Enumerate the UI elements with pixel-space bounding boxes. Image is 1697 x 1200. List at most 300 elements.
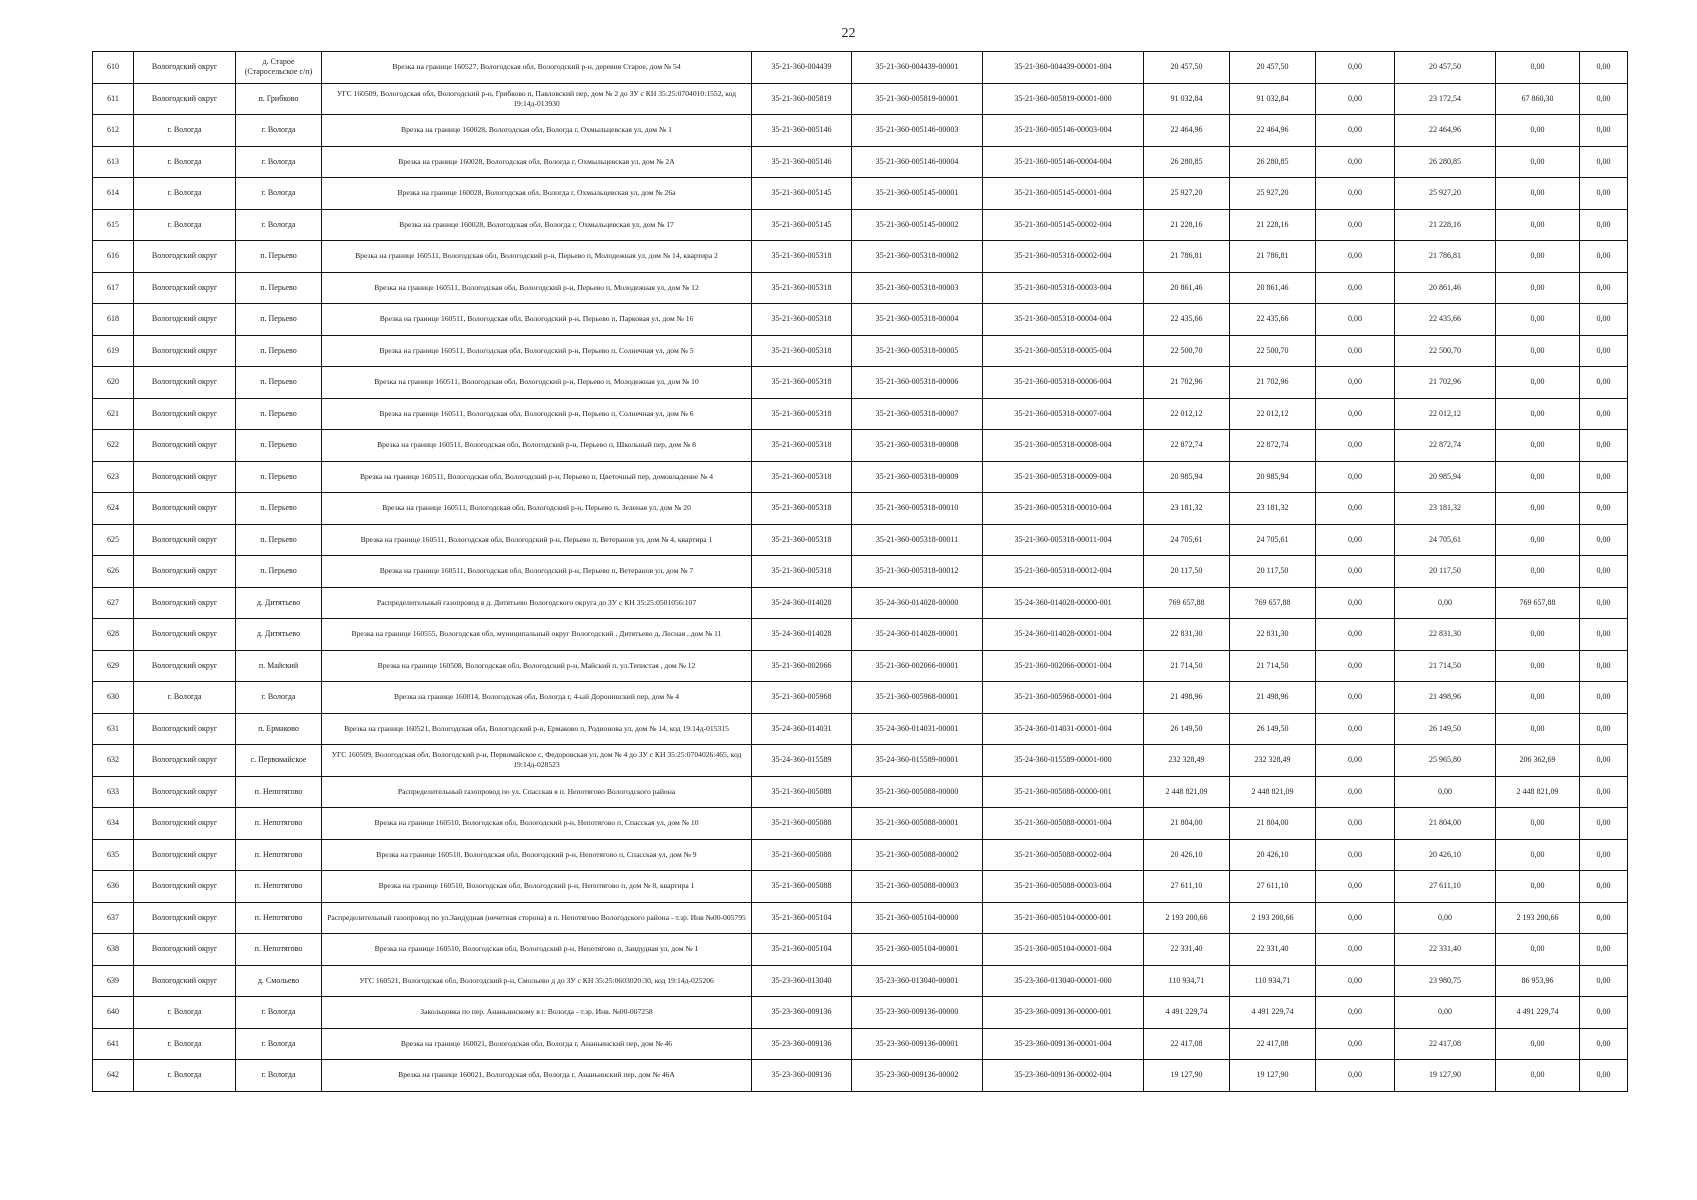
cell-object-code: 35-21-360-005318: [752, 461, 852, 493]
cell-district: Вологодский округ: [134, 335, 236, 367]
cell-value-total: 20 457,50: [1144, 52, 1230, 84]
cell-object-description: Врезка на границе 160021, Вологодская обл, Вологда г, Ананьинский пер, дом № 46А: [322, 1060, 752, 1092]
cell-value-network: 0,00: [1496, 524, 1580, 556]
cell-value-zero: 0,00: [1316, 556, 1395, 588]
cell-row-number: 620: [93, 367, 134, 399]
cell-value-total: 27 611,10: [1144, 871, 1230, 903]
cell-full-code: 35-24-360-014031-00001-004: [983, 713, 1144, 745]
cell-object-code: 35-21-360-005145: [752, 209, 852, 241]
table-row: [93, 493, 1628, 525]
cell-row-number: 615: [93, 209, 134, 241]
cell-subobject-code: 35-24-360-014028-00001: [852, 619, 983, 651]
cell-value-zero: 0,00: [1316, 871, 1395, 903]
cell-subobject-code: 35-21-360-005145-00001: [852, 178, 983, 210]
cell-value-extra: 0,00: [1580, 965, 1628, 997]
cell-locality: г. Вологда: [236, 209, 322, 241]
cell-value-total: 21 498,96: [1144, 682, 1230, 714]
cell-row-number: 616: [93, 241, 134, 273]
cell-value-total-2: 26 149,50: [1230, 713, 1316, 745]
cell-locality: п. Непотягово: [236, 902, 322, 934]
cell-value-zero: 0,00: [1316, 1060, 1395, 1092]
cell-value-connection: 21 714,50: [1395, 650, 1496, 682]
cell-district: г. Вологда: [134, 1028, 236, 1060]
cell-value-network: 0,00: [1496, 871, 1580, 903]
cell-value-extra: 0,00: [1580, 304, 1628, 336]
cell-row-number: 627: [93, 587, 134, 619]
cell-value-extra: 0,00: [1580, 430, 1628, 462]
cell-object-code: 35-23-360-009136: [752, 997, 852, 1029]
table-row: [93, 934, 1628, 966]
cell-value-network: 0,00: [1496, 241, 1580, 273]
table-row: [93, 776, 1628, 808]
cell-value-total-2: 21 786,81: [1230, 241, 1316, 273]
cell-full-code: 35-21-360-005318-00008-004: [983, 430, 1144, 462]
cell-value-total-2: 769 657,88: [1230, 587, 1316, 619]
cell-row-number: 629: [93, 650, 134, 682]
cell-row-number: 624: [93, 493, 134, 525]
table-row: [93, 1060, 1628, 1092]
cell-locality: п. Перьево: [236, 556, 322, 588]
cell-value-total: 769 657,88: [1144, 587, 1230, 619]
cell-subobject-code: 35-23-360-009136-00001: [852, 1028, 983, 1060]
cell-locality: п. Перьево: [236, 398, 322, 430]
cell-value-total: 25 927,20: [1144, 178, 1230, 210]
table-row: [93, 871, 1628, 903]
cell-object-description: Врезка на границе 160511, Вологодская обл, Вологодский р-н, Перьево п, Парковая ул, дом № 16: [322, 304, 752, 336]
cell-object-code: 35-21-360-005968: [752, 682, 852, 714]
table-row: [93, 745, 1628, 777]
cell-value-total-2: 22 872,74: [1230, 430, 1316, 462]
cell-object-code: 35-21-360-005146: [752, 115, 852, 147]
cell-object-description: УГС 160509, Вологодская обл, Вологодский р-н, Грибково п, Павловский пер, дом № 2 до ЗУ с КН 35:25:0704010:1552, код 19:14д-013930: [322, 83, 752, 115]
cell-value-total-2: 2 448 821,09: [1230, 776, 1316, 808]
cell-object-code: 35-21-360-005088: [752, 871, 852, 903]
cell-value-network: 0,00: [1496, 650, 1580, 682]
cell-value-total-2: 27 611,10: [1230, 871, 1316, 903]
cell-value-connection: 22 012,12: [1395, 398, 1496, 430]
cell-value-extra: 0,00: [1580, 1060, 1628, 1092]
cell-value-network: 4 491 229,74: [1496, 997, 1580, 1029]
cell-value-total-2: 21 702,96: [1230, 367, 1316, 399]
cell-row-number: 636: [93, 871, 134, 903]
cell-value-total-2: 110 934,71: [1230, 965, 1316, 997]
cell-value-zero: 0,00: [1316, 461, 1395, 493]
cell-row-number: 632: [93, 745, 134, 777]
cell-district: Вологодский округ: [134, 587, 236, 619]
cell-value-total-2: 20 457,50: [1230, 52, 1316, 84]
cell-value-extra: 0,00: [1580, 241, 1628, 273]
table-row: [93, 587, 1628, 619]
cell-full-code: 35-21-360-005146-00004-004: [983, 146, 1144, 178]
cell-object-description: Врезка на границе 160511, Вологодская обл, Вологодский р-н, Перьево п, Зеленая ул, дом № 20: [322, 493, 752, 525]
cell-value-total-2: 22 417,08: [1230, 1028, 1316, 1060]
cell-value-total-2: 23 181,32: [1230, 493, 1316, 525]
cell-value-total: 20 985,94: [1144, 461, 1230, 493]
table-row: [93, 619, 1628, 651]
cell-full-code: 35-21-360-005318-00010-004: [983, 493, 1144, 525]
cell-subobject-code: 35-21-360-005088-00000: [852, 776, 983, 808]
cell-value-total-2: 25 927,20: [1230, 178, 1316, 210]
table-row: [93, 146, 1628, 178]
cell-value-zero: 0,00: [1316, 146, 1395, 178]
cell-object-description: УГС 160521, Вологодская обл, Вологодский р-н, Смольево д до ЗУ с КН 35:25:0603020:30, код 19:14д-025206: [322, 965, 752, 997]
cell-value-extra: 0,00: [1580, 682, 1628, 714]
cell-full-code: 35-21-360-005318-00005-004: [983, 335, 1144, 367]
cell-value-zero: 0,00: [1316, 83, 1395, 115]
cell-district: Вологодский округ: [134, 556, 236, 588]
cell-object-code: 35-21-360-004439: [752, 52, 852, 84]
cell-value-total: 110 934,71: [1144, 965, 1230, 997]
cell-locality: г. Вологда: [236, 146, 322, 178]
cell-object-description: Врезка на границе 160510, Вологодская обл, Вологодский р-н, Непотягово п, дом № 8, квартира 1: [322, 871, 752, 903]
cell-row-number: 621: [93, 398, 134, 430]
cell-district: Вологодский округ: [134, 461, 236, 493]
cell-value-zero: 0,00: [1316, 241, 1395, 273]
table-row: [93, 398, 1628, 430]
cell-value-total: 21 786,81: [1144, 241, 1230, 273]
cell-value-total-2: 19 127,90: [1230, 1060, 1316, 1092]
cell-value-zero: 0,00: [1316, 115, 1395, 147]
cell-value-total-2: 2 193 200,66: [1230, 902, 1316, 934]
cell-full-code: 35-21-360-005088-00001-004: [983, 808, 1144, 840]
cell-locality: д. Дитятьево: [236, 619, 322, 651]
cell-value-total-2: 24 705,61: [1230, 524, 1316, 556]
cell-locality: г. Вологда: [236, 997, 322, 1029]
cell-full-code: 35-21-360-005318-00011-004: [983, 524, 1144, 556]
cell-subobject-code: 35-21-360-005968-00001: [852, 682, 983, 714]
cell-object-description: Врезка на границе 160527, Вологодская обл, Вологодский р-н, деревня Старое, дом № 54: [322, 52, 752, 84]
cell-value-zero: 0,00: [1316, 304, 1395, 336]
cell-value-total-2: 21 714,50: [1230, 650, 1316, 682]
cell-row-number: 639: [93, 965, 134, 997]
cell-object-description: Врезка на границе 160028, Вологодская обл, Вологда г, Охмыльцевская ул, дом № 2А: [322, 146, 752, 178]
cell-district: Вологодский округ: [134, 808, 236, 840]
cell-district: Вологодский округ: [134, 839, 236, 871]
cell-object-code: 35-24-360-014028: [752, 587, 852, 619]
cell-locality: п. Перьево: [236, 335, 322, 367]
cell-value-zero: 0,00: [1316, 997, 1395, 1029]
cell-value-connection: 24 705,61: [1395, 524, 1496, 556]
cell-value-total: 21 702,96: [1144, 367, 1230, 399]
table-row: [93, 461, 1628, 493]
cell-value-total: 23 181,32: [1144, 493, 1230, 525]
table-row: [93, 997, 1628, 1029]
cell-value-extra: 0,00: [1580, 209, 1628, 241]
cell-row-number: 642: [93, 1060, 134, 1092]
table-body: [93, 52, 1628, 1092]
cell-locality: п. Перьево: [236, 241, 322, 273]
cell-full-code: 35-23-360-013040-00001-000: [983, 965, 1144, 997]
cell-value-extra: 0,00: [1580, 997, 1628, 1029]
cell-district: Вологодский округ: [134, 83, 236, 115]
cell-subobject-code: 35-21-360-004439-00001: [852, 52, 983, 84]
cell-value-connection: 0,00: [1395, 776, 1496, 808]
cell-district: Вологодский округ: [134, 713, 236, 745]
cell-object-description: Врезка на границе 160511, Вологодская обл, Вологодский р-н, Перьево п, Молодежная ул, дом № 10: [322, 367, 752, 399]
cell-value-total-2: 4 491 229,74: [1230, 997, 1316, 1029]
cell-value-total: 2 193 200,66: [1144, 902, 1230, 934]
cell-full-code: 35-21-360-005318-00003-004: [983, 272, 1144, 304]
cell-object-description: Врезка на границе 160510, Вологодская обл, Вологодский р-н, Непотягово п, Спасская ул, дом № 9: [322, 839, 752, 871]
cell-district: г. Вологда: [134, 1060, 236, 1092]
cell-locality: п. Непотягово: [236, 839, 322, 871]
cell-value-extra: 0,00: [1580, 83, 1628, 115]
cell-subobject-code: 35-21-360-005318-00010: [852, 493, 983, 525]
cell-district: Вологодский округ: [134, 304, 236, 336]
cell-value-zero: 0,00: [1316, 619, 1395, 651]
cell-value-total-2: 232 328,49: [1230, 745, 1316, 777]
table-row: [93, 367, 1628, 399]
cell-district: Вологодский округ: [134, 524, 236, 556]
cell-district: Вологодский округ: [134, 241, 236, 273]
cell-district: Вологодский округ: [134, 272, 236, 304]
cell-full-code: 35-21-360-005318-00012-004: [983, 556, 1144, 588]
cell-object-description: Врезка на границе 160510, Вологодская обл, Вологодский р-н, Непотягово п, Заидудная ул, дом № 1: [322, 934, 752, 966]
cell-object-code: 35-21-360-005088: [752, 808, 852, 840]
cell-subobject-code: 35-24-360-014028-00000: [852, 587, 983, 619]
cell-object-description: Врезка на границе 160028, Вологодская обл, Вологда г, Охмыльцевская ул, дом № 17: [322, 209, 752, 241]
cell-value-connection: 23 980,75: [1395, 965, 1496, 997]
cell-object-description: Врезка на границе 160511, Вологодская обл, Вологодский р-н, Перьево п, Ветеранов ул, дом № 7: [322, 556, 752, 588]
cell-value-total: 4 491 229,74: [1144, 997, 1230, 1029]
cell-value-connection: 26 149,50: [1395, 713, 1496, 745]
cell-subobject-code: 35-21-360-005088-00002: [852, 839, 983, 871]
cell-row-number: 634: [93, 808, 134, 840]
cell-value-extra: 0,00: [1580, 745, 1628, 777]
cell-object-code: 35-21-360-005318: [752, 524, 852, 556]
cell-value-connection: 0,00: [1395, 587, 1496, 619]
cell-full-code: 35-24-360-014028-00000-001: [983, 587, 1144, 619]
cell-district: Вологодский округ: [134, 776, 236, 808]
cell-subobject-code: 35-21-360-005318-00004: [852, 304, 983, 336]
cell-value-zero: 0,00: [1316, 398, 1395, 430]
cell-subobject-code: 35-21-360-005104-00001: [852, 934, 983, 966]
cell-object-description: Врезка на границе 160028, Вологодская обл, Вологда г, Охмыльцевская ул, дом № 1: [322, 115, 752, 147]
cell-value-total: 26 149,50: [1144, 713, 1230, 745]
cell-value-connection: 21 786,81: [1395, 241, 1496, 273]
cell-value-connection: 0,00: [1395, 902, 1496, 934]
cell-full-code: 35-21-360-004439-00001-004: [983, 52, 1144, 84]
table-row: [93, 209, 1628, 241]
cell-value-extra: 0,00: [1580, 713, 1628, 745]
cell-value-total-2: 20 861,46: [1230, 272, 1316, 304]
cell-value-network: 0,00: [1496, 367, 1580, 399]
cell-value-connection: 27 611,10: [1395, 871, 1496, 903]
cell-value-total: 19 127,90: [1144, 1060, 1230, 1092]
cell-subobject-code: 35-21-360-005318-00005: [852, 335, 983, 367]
cell-value-connection: 25 927,20: [1395, 178, 1496, 210]
cell-value-extra: 0,00: [1580, 556, 1628, 588]
cell-district: г. Вологда: [134, 997, 236, 1029]
cell-district: Вологодский округ: [134, 902, 236, 934]
cell-value-network: 0,00: [1496, 209, 1580, 241]
cell-value-connection: 20 426,10: [1395, 839, 1496, 871]
cell-value-total-2: 22 831,30: [1230, 619, 1316, 651]
cell-value-extra: 0,00: [1580, 493, 1628, 525]
cell-value-network: 0,00: [1496, 808, 1580, 840]
cell-row-number: 619: [93, 335, 134, 367]
cell-value-network: 2 193 200,66: [1496, 902, 1580, 934]
cell-value-extra: 0,00: [1580, 934, 1628, 966]
cell-district: Вологодский округ: [134, 871, 236, 903]
cell-value-extra: 0,00: [1580, 902, 1628, 934]
cell-value-connection: 21 804,00: [1395, 808, 1496, 840]
cell-value-total-2: 22 464,96: [1230, 115, 1316, 147]
cell-value-zero: 0,00: [1316, 587, 1395, 619]
cell-value-total-2: 22 012,12: [1230, 398, 1316, 430]
cell-value-network: 0,00: [1496, 52, 1580, 84]
table-row: [93, 965, 1628, 997]
cell-object-code: 35-21-360-005088: [752, 776, 852, 808]
cell-object-description: Врезка на границе 160021, Вологодская обл, Вологда г, Ананьинский пер, дом № 46: [322, 1028, 752, 1060]
cell-value-connection: 21 498,96: [1395, 682, 1496, 714]
cell-object-code: 35-21-360-005146: [752, 146, 852, 178]
cell-locality: п. Непотягово: [236, 776, 322, 808]
cell-value-total: 21 804,00: [1144, 808, 1230, 840]
cell-object-description: Распределительный газопровод в д. Дитятьево Вологодского округа до ЗУ с КН 35:25:0501056:107: [322, 587, 752, 619]
table-row: [93, 524, 1628, 556]
cell-district: Вологодский округ: [134, 52, 236, 84]
cell-subobject-code: 35-24-360-014031-00001: [852, 713, 983, 745]
cell-object-code: 35-21-360-005318: [752, 493, 852, 525]
cell-value-total: 22 435,66: [1144, 304, 1230, 336]
cell-locality: п. Перьево: [236, 367, 322, 399]
cell-object-code: 35-23-360-013040: [752, 965, 852, 997]
cell-subobject-code: 35-23-360-009136-00002: [852, 1060, 983, 1092]
cell-value-network: 0,00: [1496, 146, 1580, 178]
cell-value-network: 0,00: [1496, 178, 1580, 210]
cell-value-zero: 0,00: [1316, 272, 1395, 304]
cell-value-connection: 22 435,66: [1395, 304, 1496, 336]
cell-value-zero: 0,00: [1316, 902, 1395, 934]
cell-value-connection: 22 417,08: [1395, 1028, 1496, 1060]
cell-value-total: 22 500,70: [1144, 335, 1230, 367]
cell-value-zero: 0,00: [1316, 682, 1395, 714]
cell-value-zero: 0,00: [1316, 430, 1395, 462]
cell-value-total: 91 032,84: [1144, 83, 1230, 115]
cell-row-number: 613: [93, 146, 134, 178]
cell-value-network: 0,00: [1496, 304, 1580, 336]
cell-value-total: 20 861,46: [1144, 272, 1230, 304]
cell-object-description: Врезка на границе 160511, Вологодская обл, Вологодский р-н, Перьево п, Ветеранов ул, дом № 4, квартира 1: [322, 524, 752, 556]
cell-subobject-code: 35-21-360-005318-00011: [852, 524, 983, 556]
cell-district: г. Вологда: [134, 682, 236, 714]
cell-subobject-code: 35-21-360-005104-00000: [852, 902, 983, 934]
cell-locality: п. Перьево: [236, 461, 322, 493]
cell-value-network: 0,00: [1496, 398, 1580, 430]
cell-locality: г. Вологда: [236, 1028, 322, 1060]
cell-locality: г. Вологда: [236, 115, 322, 147]
cell-value-total-2: 20 985,94: [1230, 461, 1316, 493]
cell-value-zero: 0,00: [1316, 965, 1395, 997]
cell-value-zero: 0,00: [1316, 650, 1395, 682]
data-table: [92, 51, 1628, 1092]
cell-value-connection: 22 831,30: [1395, 619, 1496, 651]
cell-full-code: 35-23-360-009136-00002-004: [983, 1060, 1144, 1092]
cell-object-description: Врезка на границе 160511, Вологодская обл, Вологодский р-н, Перьево п, Молодежная ул, дом № 14, квартира 2: [322, 241, 752, 273]
cell-subobject-code: 35-21-360-005819-00001: [852, 83, 983, 115]
cell-object-description: Закольцовка по пер. Ананьинскому в г. Вологда - т.зр. Инв. №00-007258: [322, 997, 752, 1029]
cell-object-code: 35-21-360-005318: [752, 430, 852, 462]
cell-subobject-code: 35-21-360-005318-00009: [852, 461, 983, 493]
cell-subobject-code: 35-21-360-002066-00001: [852, 650, 983, 682]
cell-subobject-code: 35-23-360-013040-00001: [852, 965, 983, 997]
cell-locality: г. Вологда: [236, 1060, 322, 1092]
cell-value-zero: 0,00: [1316, 1028, 1395, 1060]
cell-value-total: 22 872,74: [1144, 430, 1230, 462]
cell-object-code: 35-21-360-005104: [752, 934, 852, 966]
cell-object-code: 35-21-360-005088: [752, 839, 852, 871]
cell-object-code: 35-21-360-002066: [752, 650, 852, 682]
cell-row-number: 614: [93, 178, 134, 210]
cell-value-connection: 0,00: [1395, 997, 1496, 1029]
cell-value-connection: 22 464,96: [1395, 115, 1496, 147]
cell-value-total-2: 22 500,70: [1230, 335, 1316, 367]
cell-district: г. Вологда: [134, 209, 236, 241]
cell-row-number: 611: [93, 83, 134, 115]
cell-full-code: 35-24-360-014028-00001-004: [983, 619, 1144, 651]
cell-value-total-2: 20 426,10: [1230, 839, 1316, 871]
table-row: [93, 808, 1628, 840]
cell-full-code: 35-21-360-005088-00002-004: [983, 839, 1144, 871]
cell-full-code: 35-21-360-005145-00002-004: [983, 209, 1144, 241]
cell-district: г. Вологда: [134, 115, 236, 147]
cell-value-zero: 0,00: [1316, 713, 1395, 745]
cell-value-extra: 0,00: [1580, 619, 1628, 651]
cell-value-extra: 0,00: [1580, 335, 1628, 367]
cell-object-code: 35-21-360-005318: [752, 304, 852, 336]
cell-value-extra: 0,00: [1580, 587, 1628, 619]
cell-object-code: 35-23-360-009136: [752, 1060, 852, 1092]
table-row: [93, 335, 1628, 367]
cell-row-number: 617: [93, 272, 134, 304]
cell-full-code: 35-21-360-002066-00001-004: [983, 650, 1144, 682]
cell-district: Вологодский округ: [134, 965, 236, 997]
cell-subobject-code: 35-21-360-005318-00008: [852, 430, 983, 462]
cell-value-total-2: 22 331,40: [1230, 934, 1316, 966]
cell-value-network: 0,00: [1496, 619, 1580, 651]
cell-locality: д. Дитятьево: [236, 587, 322, 619]
cell-district: г. Вологда: [134, 146, 236, 178]
cell-value-total-2: 22 435,66: [1230, 304, 1316, 336]
cell-value-zero: 0,00: [1316, 209, 1395, 241]
cell-object-description: Врезка на границе 160508, Вологодская обл, Вологодский р-н, Майский п, ул.Тепистая , дом № 12: [322, 650, 752, 682]
cell-row-number: 638: [93, 934, 134, 966]
table-row: [93, 430, 1628, 462]
cell-value-zero: 0,00: [1316, 745, 1395, 777]
cell-subobject-code: 35-21-360-005318-00003: [852, 272, 983, 304]
table-row: [93, 304, 1628, 336]
cell-value-total: 22 012,12: [1144, 398, 1230, 430]
cell-value-extra: 0,00: [1580, 461, 1628, 493]
cell-value-network: 206 362,69: [1496, 745, 1580, 777]
cell-locality: п. Перьево: [236, 493, 322, 525]
cell-district: Вологодский округ: [134, 430, 236, 462]
cell-row-number: 610: [93, 52, 134, 84]
cell-full-code: 35-21-360-005088-00000-001: [983, 776, 1144, 808]
cell-object-code: 35-21-360-005318: [752, 367, 852, 399]
table-row: [93, 556, 1628, 588]
cell-object-code: 35-21-360-005318: [752, 335, 852, 367]
cell-row-number: 641: [93, 1028, 134, 1060]
cell-value-connection: 22 331,40: [1395, 934, 1496, 966]
cell-district: Вологодский округ: [134, 650, 236, 682]
cell-locality: п. Майский: [236, 650, 322, 682]
cell-locality: п. Непотягово: [236, 808, 322, 840]
cell-full-code: 35-23-360-009136-00000-001: [983, 997, 1144, 1029]
cell-locality: г. Вологда: [236, 178, 322, 210]
cell-value-extra: 0,00: [1580, 367, 1628, 399]
